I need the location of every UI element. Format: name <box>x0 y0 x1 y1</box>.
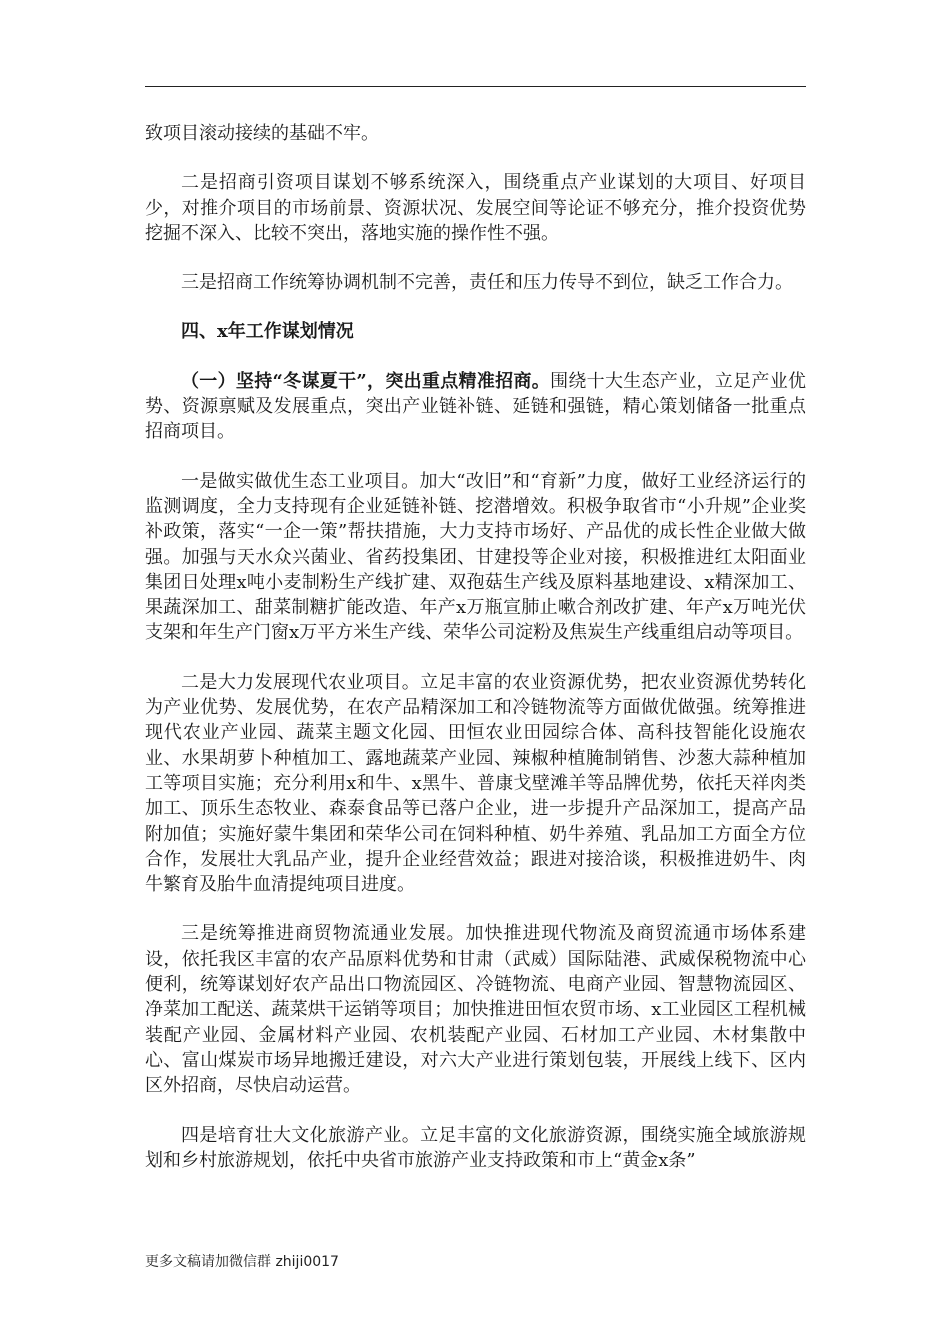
paragraph-problem-2: 二是招商引资项目谋划不够系统深入，围绕重点产业谋划的大项目、好项目少，对推介项目的市场前景、资源状况、发展空间等论证不够充分，推介投资优势挖掘不深入、比较不突出，落地实施的操作性不强。 <box>145 172 806 244</box>
paragraph-industry: 一是做实做优生态工业项目。加大“改旧”和“育新”力度，做好工业经济运行的监测调度，全力支持现有企业延链补链、挖潜增效。积极争取省市“小升规”企业奖补政策，落实“一企一策”帮扶措施，大力支持市场好、产品优的成长性企业做大做强。加强与天水众兴菌业、省药投集团、甘建投等企业对接，积极推进红太阳面业集团日处理x吨小麦制粉生产线扩建、双孢菇生产线及原料基地建设、x精深加工、果蔬深加工、甜菜制糖扩能改造、年产x万瓶宣肺止嗽合剂改扩建、年产x万吨光伏支架和年生产门窗x万平方米生产线、荣华公司淀粉及焦炭生产线重组启动等项目。 <box>145 470 806 644</box>
section-heading: 四、x年工作谋划情况 <box>181 321 354 343</box>
paragraph-problem-3: 三是招商工作统筹协调机制不完善，责任和压力传导不到位，缺乏工作合力。 <box>181 272 793 294</box>
paragraph-agriculture: 二是大力发展现代农业项目。立足丰富的农业资源优势，把农业资源优势转化为产业优势、发展优势，在农产品精深加工和冷链物流等方面做优做强。统筹推进现代农业产业园、蔬菜主题文化园、田恒农业田园综合体、高科技智能化设施农业、水果胡萝卜种植加工、露地蔬菜产业园、辣椒种植腌制销售、沙葱大蒜种植加工等项目实施；充分利用x和牛、x黑牛、普康戈壁滩羊等品牌优势，依托天祥肉类加工、顶乐生态牧业、森泰食品等已落户企业，进一步提升产品深加工，提高产品附加值；实施好蒙牛集团和荣华公司在饲料种植、奶牛养殖、乳品加工方面全方位合作，发展壮大乳品产业，提升企业经营效益；跟进对接洽谈，积极推进奶牛、肉牛繁育及胎牛血清提纯项目进度。 <box>145 671 806 896</box>
footer-note: 更多文稿请加微信群 zhiji0017 <box>145 1254 339 1270</box>
subsection-text: 围绕十大生态产业，立足产业优势、资源禀赋及发展重点，突出产业链补链、延链和强链，精心策划储备一批重点招商项目。 <box>145 370 806 443</box>
paragraph-subsection-1 <box>145 369 806 445</box>
subsection-lead: （一）坚持“冬谋夏干”，突出重点精准招商。 <box>181 370 551 392</box>
document-body <box>145 121 806 1173</box>
paragraph-logistics: 三是统筹推进商贸物流通业发展。加快推进现代物流及商贸流通市场体系建设，依托我区丰富的农产品原料优势和甘肃（武威）国际陆港、武威保税物流中心便利，统筹谋划好农产品出口物流园区、冷链物流、电商产业园、智慧物流园区、净菜加工配送、蔬菜烘干运销等项目；加快推进田恒农贸市场、x工业园区工程机械装配产业园、金属材料产业园、农机装配产业园、石材加工产业园、木材集散中心、富山煤炭市场异地搬迁建设，对六大产业进行策划包装，开展线上线下、区内区外招商，尽快启动运营。 <box>145 923 806 1097</box>
header-rule <box>145 86 806 87</box>
paragraph-continuation: 致项目滚动接续的基础不牢。 <box>145 123 379 144</box>
paragraph-tourism: 四是培育壮大文化旅游产业。立足丰富的文化旅游资源，围绕实施全域旅游规划和乡村旅游规划，依托中央省市旅游产业支持政策和市上“黄金x条” <box>145 1124 806 1171</box>
